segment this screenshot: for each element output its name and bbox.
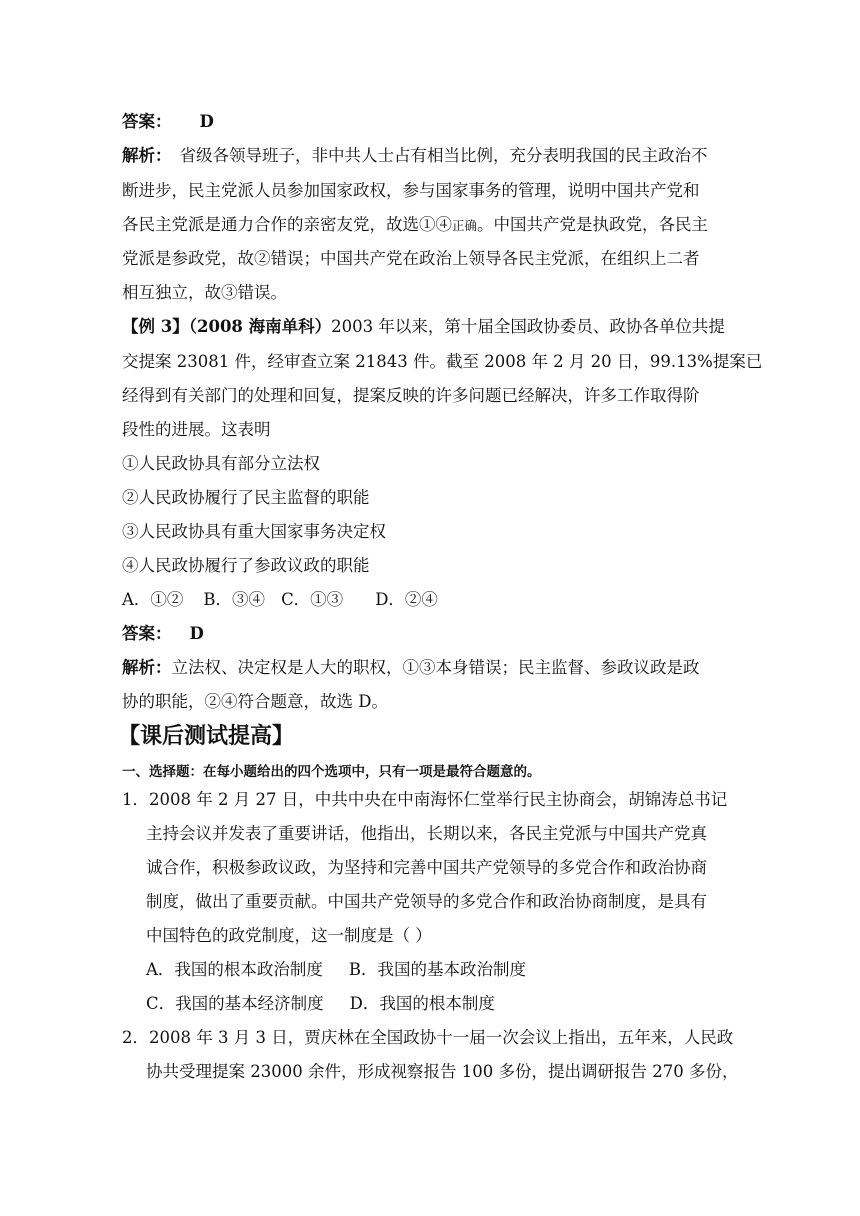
option-c: C．我国的基本经济制度 xyxy=(146,994,324,1013)
analysis-label: 解析： xyxy=(122,658,172,677)
question-text: 2．2008 年 3 月 3 日，贾庆林在全国政协十一届一次会议上指出，五年来，人民政 xyxy=(122,1028,734,1047)
answer-line xyxy=(122,112,214,132)
option-d: D．②④ xyxy=(375,590,438,609)
analysis-line xyxy=(122,146,708,166)
options-row xyxy=(146,994,495,1014)
answer-value: D xyxy=(199,112,214,131)
example-source: （2008 海南单科） xyxy=(188,317,332,336)
answer-label: 答案： xyxy=(122,624,172,643)
analysis-text: 省级各领导班子，非中共人士占有相当比例，充分表明我国的民主政治不 xyxy=(179,146,708,165)
section-title: 【课后测试提高】 xyxy=(118,723,295,749)
question-text: 制度，做出了重要贡献。中国共产党领导的多党合作和政治协商制度，是具有 xyxy=(146,892,707,911)
option-d: D．我国的根本制度 xyxy=(349,994,495,1013)
options-row xyxy=(122,590,438,610)
answer-label: 答案： xyxy=(122,112,172,131)
option-c: C．①③ xyxy=(281,590,344,609)
example-tag: 【例 3】 xyxy=(122,317,189,336)
answer-line xyxy=(122,624,204,644)
analysis-text-small: 正确 xyxy=(452,218,478,233)
analysis-text: 。中国共产党是执政党，各民主 xyxy=(477,215,709,234)
option-a: A．我国的根本政治制度 xyxy=(146,960,323,979)
analysis-text: 断进步，民主党派人员参加国家政权，参与国家事务的管理，说明中国共产党和 xyxy=(122,181,700,200)
example-heading xyxy=(122,317,725,337)
example-text: 交提案 23081 件，经审查立案 21843 件。截至 2008 年 2 月 20 日，99.13%提案已 xyxy=(122,352,763,371)
example-text: 经得到有关部门的处理和回复，提案反映的许多问题已经解决，许多工作取得阶 xyxy=(122,386,700,405)
analysis-text: 相互独立，故③错误。 xyxy=(122,283,287,302)
analysis-text: 协的职能，②④符合题意，故选 D。 xyxy=(122,692,388,711)
statement-item: ③人民政协具有重大国家事务决定权 xyxy=(122,522,386,541)
question-text: 中国特色的政党制度，这一制度是（ ） xyxy=(146,926,432,945)
example-text: 段性的进展。这表明 xyxy=(122,420,271,439)
option-b: B．③④ xyxy=(203,590,266,609)
option-b: B．我国的基本政治制度 xyxy=(348,960,527,979)
options-row xyxy=(146,960,526,980)
question-text: 主持会议并发表了重要讲话，他指出，长期以来，各民主党派与中国共产党真 xyxy=(146,824,707,843)
statement-item: ①人民政协具有部分立法权 xyxy=(122,454,320,473)
question-text: 1．2008 年 2 月 27 日，中共中央在中南海怀仁堂举行民主协商会，胡锦涛总书记 xyxy=(122,790,728,809)
option-a: A．①② xyxy=(122,590,184,609)
example-text: 2003 年以来，第十届全国政协委员、政协各单位共提 xyxy=(331,317,725,336)
section-instructions: 一、选择题：在每小题给出的四个选项中，只有一项是最符合题意的。 xyxy=(122,764,541,780)
question-text: 协共受理提案 23000 余件，形成视察报告 100 多份，提出调研报告 270 多份， xyxy=(146,1062,739,1081)
statement-item: ②人民政协履行了民主监督的职能 xyxy=(122,488,370,507)
analysis-line xyxy=(122,215,708,236)
analysis-text: 立法权、决定权是人大的职权，①③本身错误；民主监督、参政议政是政 xyxy=(171,658,700,677)
answer-value: D xyxy=(189,624,204,643)
statement-item: ④人民政协履行了参政议政的职能 xyxy=(122,556,370,575)
question-text: 诚合作，积极参政议政，为坚持和完善中国共产党领导的多党合作和政治协商 xyxy=(146,858,707,877)
analysis-text: 党派是参政党，故②错误；中国共产党在政治上领导各民主党派，在组织上二者 xyxy=(122,249,700,268)
analysis-line xyxy=(122,658,700,678)
analysis-text: 各民主党派是通力合作的亲密友党，故选①④ xyxy=(122,215,452,234)
analysis-label: 解析： xyxy=(122,146,172,165)
